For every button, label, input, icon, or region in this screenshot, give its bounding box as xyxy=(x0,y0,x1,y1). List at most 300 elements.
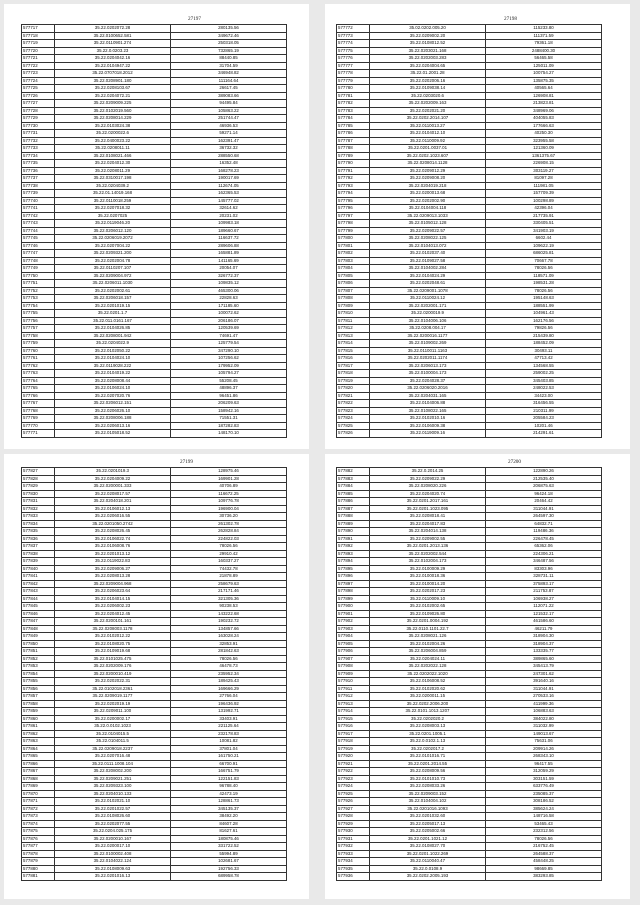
row-index-cell: 577923 xyxy=(337,775,370,783)
row-index-cell: 577757 xyxy=(22,325,55,333)
row-index-cell: 577865 xyxy=(22,753,55,761)
amount-cell: 42473.19 xyxy=(171,790,287,798)
row-index-cell: 577800 xyxy=(337,235,370,243)
row-index-cell: 577904 xyxy=(337,633,370,641)
row-index-cell: 577898 xyxy=(337,588,370,596)
amount-cell: 105794.27 xyxy=(171,370,287,378)
amount-cell: 94495.84 xyxy=(171,100,287,108)
amount-cell: 215439.80 xyxy=(486,332,602,340)
row-index-cell: 577815 xyxy=(337,347,370,355)
amount-cell: 148716.58 xyxy=(486,813,602,821)
row-index-cell: 577762 xyxy=(22,362,55,370)
code-cell: 35.22.0.0102.1.13 xyxy=(370,738,486,746)
row-index-cell: 577783 xyxy=(337,107,370,115)
row-index-cell: 577785 xyxy=(337,122,370,130)
amount-cell: 126908.81 xyxy=(486,92,602,100)
row-index-cell: 577870 xyxy=(22,790,55,798)
code-cell: 35.22.0202017.2 xyxy=(370,745,486,753)
amount-cell: 262828.84 xyxy=(171,528,287,536)
code-cell: 35.22.0104004.118 xyxy=(370,205,486,213)
table-row xyxy=(337,835,602,843)
code-cell: 35.22.0204020.74 xyxy=(370,490,486,498)
row-index-cell: 577747 xyxy=(22,250,55,258)
code-cell: 35.22.0208026.45 xyxy=(55,528,171,536)
table-row xyxy=(22,55,287,63)
amount-cell: 1361375.67 xyxy=(486,152,602,160)
code-cell: 35.22.0106012.13 xyxy=(55,505,171,513)
amount-cell: 40565.64 xyxy=(486,85,602,93)
row-index-cell: 577777 xyxy=(337,62,370,70)
amount-cell: 389865.60 xyxy=(486,655,602,663)
code-cell: 35.22.0200001.333 xyxy=(55,483,171,491)
amount-cell: 125011.09 xyxy=(486,62,602,70)
code-cell: 35.22.0100002.408 xyxy=(55,850,171,858)
table-row xyxy=(337,595,602,603)
code-cell: 35.22.0202002.61 xyxy=(55,287,171,295)
amount-cell: 74432.78 xyxy=(171,565,287,573)
amount-cell: 689958.78 xyxy=(171,873,287,881)
table-row xyxy=(337,513,602,521)
amount-cell: 346948.82 xyxy=(171,70,287,78)
amount-cell: 235952.34 xyxy=(171,670,287,678)
table-row xyxy=(22,730,287,738)
row-index-cell: 577827 xyxy=(22,468,55,476)
table-row xyxy=(22,92,287,100)
table-row xyxy=(22,392,287,400)
code-cell: 35.22.0202.2006.200 xyxy=(370,700,486,708)
code-cell: 35.22.0202003.283 xyxy=(370,55,486,63)
code-cell: 35.22.0200016.1177 xyxy=(370,332,486,340)
amount-cell: 46478.73 xyxy=(171,663,287,671)
code-cell: 35.22.0104024.29 xyxy=(370,272,486,280)
code-cell: 35.22.0202002.544 xyxy=(370,550,486,558)
amount-cell: 71551.31 xyxy=(171,415,287,423)
amount-cell: 29910.42 xyxy=(171,550,287,558)
code-cell: 35.22.0209323.100 xyxy=(55,783,171,791)
code-cell: 35.22.0209008.20 xyxy=(370,175,486,183)
amount-cell: 112071.22 xyxy=(486,603,602,611)
table-row xyxy=(22,47,287,55)
code-cell: 35.22.0106008.76 xyxy=(55,543,171,551)
code-cell: 35.22.0200022.6 xyxy=(55,130,171,138)
code-cell: 35.22.0201.2017.161 xyxy=(370,498,486,506)
amount-cell: 179952.09 xyxy=(171,362,287,370)
amount-cell: 268343.10 xyxy=(486,753,602,761)
table-row xyxy=(337,670,602,678)
code-cell: 35.22.0102019.560 xyxy=(55,107,171,115)
amount-cell: 732865.19 xyxy=(171,47,287,55)
code-cell: 35.22.0209002.20 xyxy=(370,32,486,40)
row-index-cell: 577805 xyxy=(337,272,370,280)
amount-cell: 206875.63 xyxy=(486,483,602,491)
code-cell: 35.22.0201.1022.269 xyxy=(370,850,486,858)
code-cell: 35.22.0106008.52 xyxy=(370,678,486,686)
table-row xyxy=(337,242,602,250)
amount-cell: 303151.59 xyxy=(486,775,602,783)
row-index-cell: 577787 xyxy=(337,137,370,145)
code-cell: 35.22.0203021.168 xyxy=(370,47,486,55)
amount-cell: 26617.45 xyxy=(171,85,287,93)
row-index-cell: 577918 xyxy=(337,738,370,746)
code-cell: 35.22.0204022.9 xyxy=(55,340,171,348)
table-row xyxy=(22,40,287,48)
code-cell: 35.22.0202022.128 xyxy=(370,663,486,671)
code-cell: 35.22.0110018.259 xyxy=(55,197,171,205)
amount-cell: 232178.83 xyxy=(171,730,287,738)
table-row xyxy=(337,858,602,866)
row-index-cell: 577869 xyxy=(22,783,55,791)
table-row xyxy=(337,287,602,295)
code-cell: 35.22.0103024.38 xyxy=(55,122,171,130)
code-cell: 35.02.0202.005.20 xyxy=(370,25,486,33)
table-row xyxy=(22,738,287,746)
code-cell: 35.22.0119046.20 xyxy=(55,220,171,228)
code-cell: 35.22.0109026.80 xyxy=(370,610,486,618)
code-cell: 35.22.0.2014.25 xyxy=(370,468,486,476)
table-row xyxy=(337,85,602,93)
code-cell: 35.22.0204012.30 xyxy=(55,160,171,168)
amount-cell: 261302.78 xyxy=(171,520,287,528)
amount-cell: 190017.69 xyxy=(171,175,287,183)
table-row xyxy=(337,528,602,536)
code-cell: 35.22.0207016.48 xyxy=(55,753,171,761)
row-index-cell: 577879 xyxy=(22,858,55,866)
amount-cell: 16352.48 xyxy=(171,160,287,168)
code-cell: 35.22.0104013.072 xyxy=(370,242,486,250)
amount-cell: 326772.37 xyxy=(171,272,287,280)
row-index-cell: 577730 xyxy=(22,122,55,130)
code-cell: 35.22.0208014.1128 xyxy=(370,160,486,168)
code-cell: 35.22.0202009.176 xyxy=(55,663,171,671)
amount-cell: 78026.56 xyxy=(171,655,287,663)
amount-cell: 32853.91 xyxy=(171,640,287,648)
row-index-cell: 577929 xyxy=(337,820,370,828)
row-index-cell: 577832 xyxy=(22,505,55,513)
table-row xyxy=(337,212,602,220)
row-index-cell: 577717 xyxy=(22,25,55,33)
row-index-cell: 577890 xyxy=(337,528,370,536)
code-cell: 35.22.0104012.10 xyxy=(370,130,486,138)
row-index-cell: 577818 xyxy=(337,370,370,378)
row-index-cell: 577920 xyxy=(337,753,370,761)
row-index-cell: 577936 xyxy=(337,873,370,881)
row-index-cell: 577722 xyxy=(22,62,55,70)
code-cell: 35.22.0201016.13 xyxy=(55,873,171,881)
amount-cell: 318904.30 xyxy=(486,633,602,641)
row-index-cell: 577930 xyxy=(337,828,370,836)
amount-cell: 109776.78 xyxy=(171,498,287,506)
amount-cell: 213823.81 xyxy=(486,100,602,108)
amount-cell: 465300.06 xyxy=(171,287,287,295)
table-row xyxy=(337,468,602,476)
table-row xyxy=(337,182,602,190)
code-cell: 35.22.0207018.32 xyxy=(55,205,171,213)
code-cell: 35.22.0110009.10 xyxy=(370,595,486,603)
amount-cell: 74691.47 xyxy=(171,332,287,340)
amount-cell: 66700.91 xyxy=(171,760,287,768)
amount-cell: 248022.53 xyxy=(486,385,602,393)
amount-cell: 141165.69 xyxy=(171,257,287,265)
row-index-cell: 577770 xyxy=(22,422,55,430)
code-cell: 35.22.0206019.2072 xyxy=(55,235,171,243)
amount-cell: 36732.32 xyxy=(171,145,287,153)
row-index-cell: 577746 xyxy=(22,242,55,250)
amount-cell: 177666.63 xyxy=(486,122,602,130)
table-row xyxy=(22,775,287,783)
code-cell: 35.22.0101010.73 xyxy=(370,775,486,783)
row-index-cell: 577866 xyxy=(22,760,55,768)
row-index-cell: 577839 xyxy=(22,558,55,566)
row-index-cell: 577793 xyxy=(337,182,370,190)
code-cell: 35.22.0209019.1177 xyxy=(55,693,171,701)
table-row xyxy=(337,663,602,671)
code-cell: 35.22.0109002.269 xyxy=(370,340,486,348)
code-cell: 35.22.0209021.251 xyxy=(55,775,171,783)
row-index-cell: 577934 xyxy=(337,858,370,866)
table-row xyxy=(22,182,287,190)
row-index-cell: 577906 xyxy=(337,648,370,656)
amount-cell: 134857.66 xyxy=(171,625,287,633)
row-index-cell: 577802 xyxy=(337,250,370,258)
table-row xyxy=(22,783,287,791)
table-row xyxy=(22,77,287,85)
table-row xyxy=(337,850,602,858)
table-row xyxy=(337,302,602,310)
table-row xyxy=(22,873,287,881)
table-row xyxy=(22,858,287,866)
table-row xyxy=(22,62,287,70)
amount-cell: 391640.16 xyxy=(486,678,602,686)
row-index-cell: 577867 xyxy=(22,768,55,776)
row-index-cell: 577922 xyxy=(337,768,370,776)
table-row xyxy=(337,32,602,40)
amount-cell: 169666.29 xyxy=(171,685,287,693)
code-cell: 35.22.0208014.229 xyxy=(55,115,171,123)
code-cell: 35.22.0209022.29 xyxy=(370,475,486,483)
code-cell: 35.22.0208020.226 xyxy=(370,483,486,491)
amount-cell: 206209.63 xyxy=(171,400,287,408)
code-cell: 35.22.0101.1013.1207 xyxy=(370,708,486,716)
row-index-cell: 577858 xyxy=(22,700,55,708)
amount-cell: 88440.85 xyxy=(171,55,287,63)
amount-cell: 205584.23 xyxy=(486,415,602,423)
code-cell: 35.22.0104015.5 xyxy=(55,730,171,738)
row-index-cell: 577809 xyxy=(337,302,370,310)
table-row xyxy=(22,137,287,145)
table-row xyxy=(22,655,287,663)
code-cell: 35.22.0206016.55 xyxy=(55,513,171,521)
code-cell: 35.22.01.2001.28 xyxy=(370,70,486,78)
amount-cell: 53465.43 xyxy=(486,820,602,828)
row-index-cell: 577727 xyxy=(22,100,55,108)
row-index-cell: 577776 xyxy=(337,55,370,63)
page-number: 27198 xyxy=(504,16,517,22)
amount-cell: 31704.59 xyxy=(171,62,287,70)
amount-cell: 96417.55 xyxy=(486,760,602,768)
table-row xyxy=(22,122,287,130)
amount-cell: 100754.27 xyxy=(486,70,602,78)
table-row xyxy=(337,640,602,648)
row-index-cell: 577908 xyxy=(337,663,370,671)
table-row xyxy=(337,257,602,265)
table-row xyxy=(337,415,602,423)
amount-cell: 21878.89 xyxy=(171,573,287,581)
code-cell: 35.22.0204039.2 xyxy=(55,182,171,190)
table-row xyxy=(22,430,287,438)
amount-cell: 111371.59 xyxy=(486,32,602,40)
amount-cell: 206186.07 xyxy=(171,317,287,325)
code-cell: 35.22.0204.025.175 xyxy=(55,828,171,836)
amount-cell: 78026.56 xyxy=(486,265,602,273)
row-index-cell: 577758 xyxy=(22,332,55,340)
row-index-cell: 577807 xyxy=(337,287,370,295)
table-row xyxy=(337,167,602,175)
table-row xyxy=(337,137,602,145)
code-cell: 35.22.0206012.151 xyxy=(55,400,171,408)
amount-cell: 162176.56 xyxy=(486,317,602,325)
table-row xyxy=(22,85,287,93)
row-index-cell: 577838 xyxy=(22,550,55,558)
amount-cell: 289606.88 xyxy=(171,242,287,250)
code-cell: 35.22.0202021.20 xyxy=(370,107,486,115)
page-number: 27199 xyxy=(180,459,193,465)
table-row xyxy=(22,302,287,310)
table-row xyxy=(337,535,602,543)
code-cell: 35.22.0119009.16 xyxy=(370,430,486,438)
table-row xyxy=(337,505,602,513)
code-cell: 35.22.0200011.15 xyxy=(370,693,486,701)
table-row xyxy=(22,32,287,40)
row-index-cell: 577926 xyxy=(337,798,370,806)
amount-cell: 330405.51 xyxy=(486,220,602,228)
amount-cell: 20231.02 xyxy=(171,212,287,220)
amount-cell: 321305.36 xyxy=(171,595,287,603)
table-row xyxy=(22,280,287,288)
code-cell: 35.22.0200019.9 xyxy=(370,310,486,318)
row-index-cell: 577887 xyxy=(337,505,370,513)
amount-cell: 312059.29 xyxy=(486,768,602,776)
amount-cell: 2488400.30 xyxy=(486,47,602,55)
table-row xyxy=(22,355,287,363)
code-cell: 35.22.0209004.972 xyxy=(55,272,171,280)
code-cell: 35.22.0110901.274 xyxy=(55,40,171,48)
code-cell: 35.22.0207004.22 xyxy=(55,242,171,250)
table-row xyxy=(337,377,602,385)
table-row xyxy=(22,505,287,513)
page-number: 27197 xyxy=(188,16,201,22)
row-index-cell: 577768 xyxy=(22,407,55,415)
code-cell: 35.22.0208017.57 xyxy=(55,490,171,498)
table-row xyxy=(337,783,602,791)
amount-cell: 461586.60 xyxy=(486,618,602,626)
amount-cell: 6602.44 xyxy=(486,235,602,243)
row-index-cell: 577769 xyxy=(22,415,55,423)
row-index-cell: 577831 xyxy=(22,498,55,506)
table-row xyxy=(337,115,602,123)
row-index-cell: 577806 xyxy=(337,280,370,288)
code-cell: 35.22.0208003.1178 xyxy=(55,625,171,633)
amount-cell: 70667.78 xyxy=(486,257,602,265)
code-cell: 35.22.0201.1021.12 xyxy=(370,835,486,843)
row-index-cell: 577789 xyxy=(337,152,370,160)
table-row xyxy=(22,528,287,536)
code-cell: 35.22.0.0102.1023 xyxy=(55,723,171,731)
row-index-cell: 577755 xyxy=(22,310,55,318)
row-index-cell: 577744 xyxy=(22,227,55,235)
amount-cell: 109622.19 xyxy=(486,242,602,250)
amount-cell: 118571.09 xyxy=(486,272,602,280)
amount-cell: 81097.28 xyxy=(486,175,602,183)
code-cell: 35.22.0201.0004.192 xyxy=(370,618,486,626)
code-cell: 35.22.0206004.859 xyxy=(370,648,486,656)
row-index-cell: 577840 xyxy=(22,565,55,573)
table-row xyxy=(22,805,287,813)
code-cell: 35.22.0104026.85 xyxy=(55,325,171,333)
amount-cell: 125779.54 xyxy=(171,340,287,348)
code-cell: 35.22.0208021.126 xyxy=(370,633,486,641)
code-cell: 35.22.0208022.125 xyxy=(370,235,486,243)
amount-cell: 404055.83 xyxy=(486,115,602,123)
code-cell: 35.22.0205002.66 xyxy=(370,828,486,836)
table-row xyxy=(337,633,602,641)
amount-cell: 20054.07 xyxy=(171,265,287,273)
code-cell: 35.22.0201.2014.55 xyxy=(370,760,486,768)
table-row xyxy=(337,753,602,761)
code-cell: 35.22.0209003.152 xyxy=(370,790,486,798)
code-cell: 35.22.0209011.100 xyxy=(55,708,171,716)
code-cell: 35.22.0208011.29 xyxy=(55,167,171,175)
table-row xyxy=(22,347,287,355)
amount-cell: 385624.24 xyxy=(486,805,602,813)
table-row xyxy=(337,805,602,813)
code-cell: 35.22.0201019.15 xyxy=(55,302,171,310)
table-row xyxy=(337,310,602,318)
amount-cell: 226478.45 xyxy=(486,535,602,543)
table-row xyxy=(337,790,602,798)
code-cell: 35.22.0100652.581 xyxy=(55,32,171,40)
code-cell: 35.22.0108009.63 xyxy=(55,865,171,873)
code-cell: 35.22.0206020.2016 xyxy=(370,385,486,393)
amount-cell: 345135.37 xyxy=(171,805,287,813)
row-index-cell: 577857 xyxy=(22,693,55,701)
amount-cell: 10201.46 xyxy=(486,422,602,430)
code-cell: 35.22.0400023.22 xyxy=(55,137,171,145)
row-index-cell: 577915 xyxy=(337,715,370,723)
code-cell: 35.22.0106009.38 xyxy=(370,422,486,430)
code-cell: 35.22.0102021.10 xyxy=(55,798,171,806)
table-row xyxy=(22,175,287,183)
amount-cell: 259002.25 xyxy=(486,370,602,378)
amount-cell: 686025.81 xyxy=(486,250,602,258)
code-cell: 35.22.0109019.68 xyxy=(55,648,171,656)
row-index-cell: 577803 xyxy=(337,257,370,265)
code-cell: 35.22.0108021.466 xyxy=(55,152,171,160)
row-index-cell: 577821 xyxy=(337,392,370,400)
row-index-cell: 577931 xyxy=(337,835,370,843)
row-index-cell: 577902 xyxy=(337,618,370,626)
table-row xyxy=(337,603,602,611)
row-index-cell: 577742 xyxy=(22,212,55,220)
code-cell: 35.22.0204018.201 xyxy=(55,498,171,506)
amount-cell: 40706.89 xyxy=(171,483,287,491)
code-cell: 35.22.0209013.1033 xyxy=(370,212,486,220)
table-row xyxy=(22,235,287,243)
code-cell: 35.22.0204009.22 xyxy=(55,475,171,483)
table-row xyxy=(337,400,602,408)
code-cell: 35.22.0102004.26 xyxy=(370,640,486,648)
row-index-cell: 577750 xyxy=(22,272,55,280)
row-index-cell: 577766 xyxy=(22,392,55,400)
